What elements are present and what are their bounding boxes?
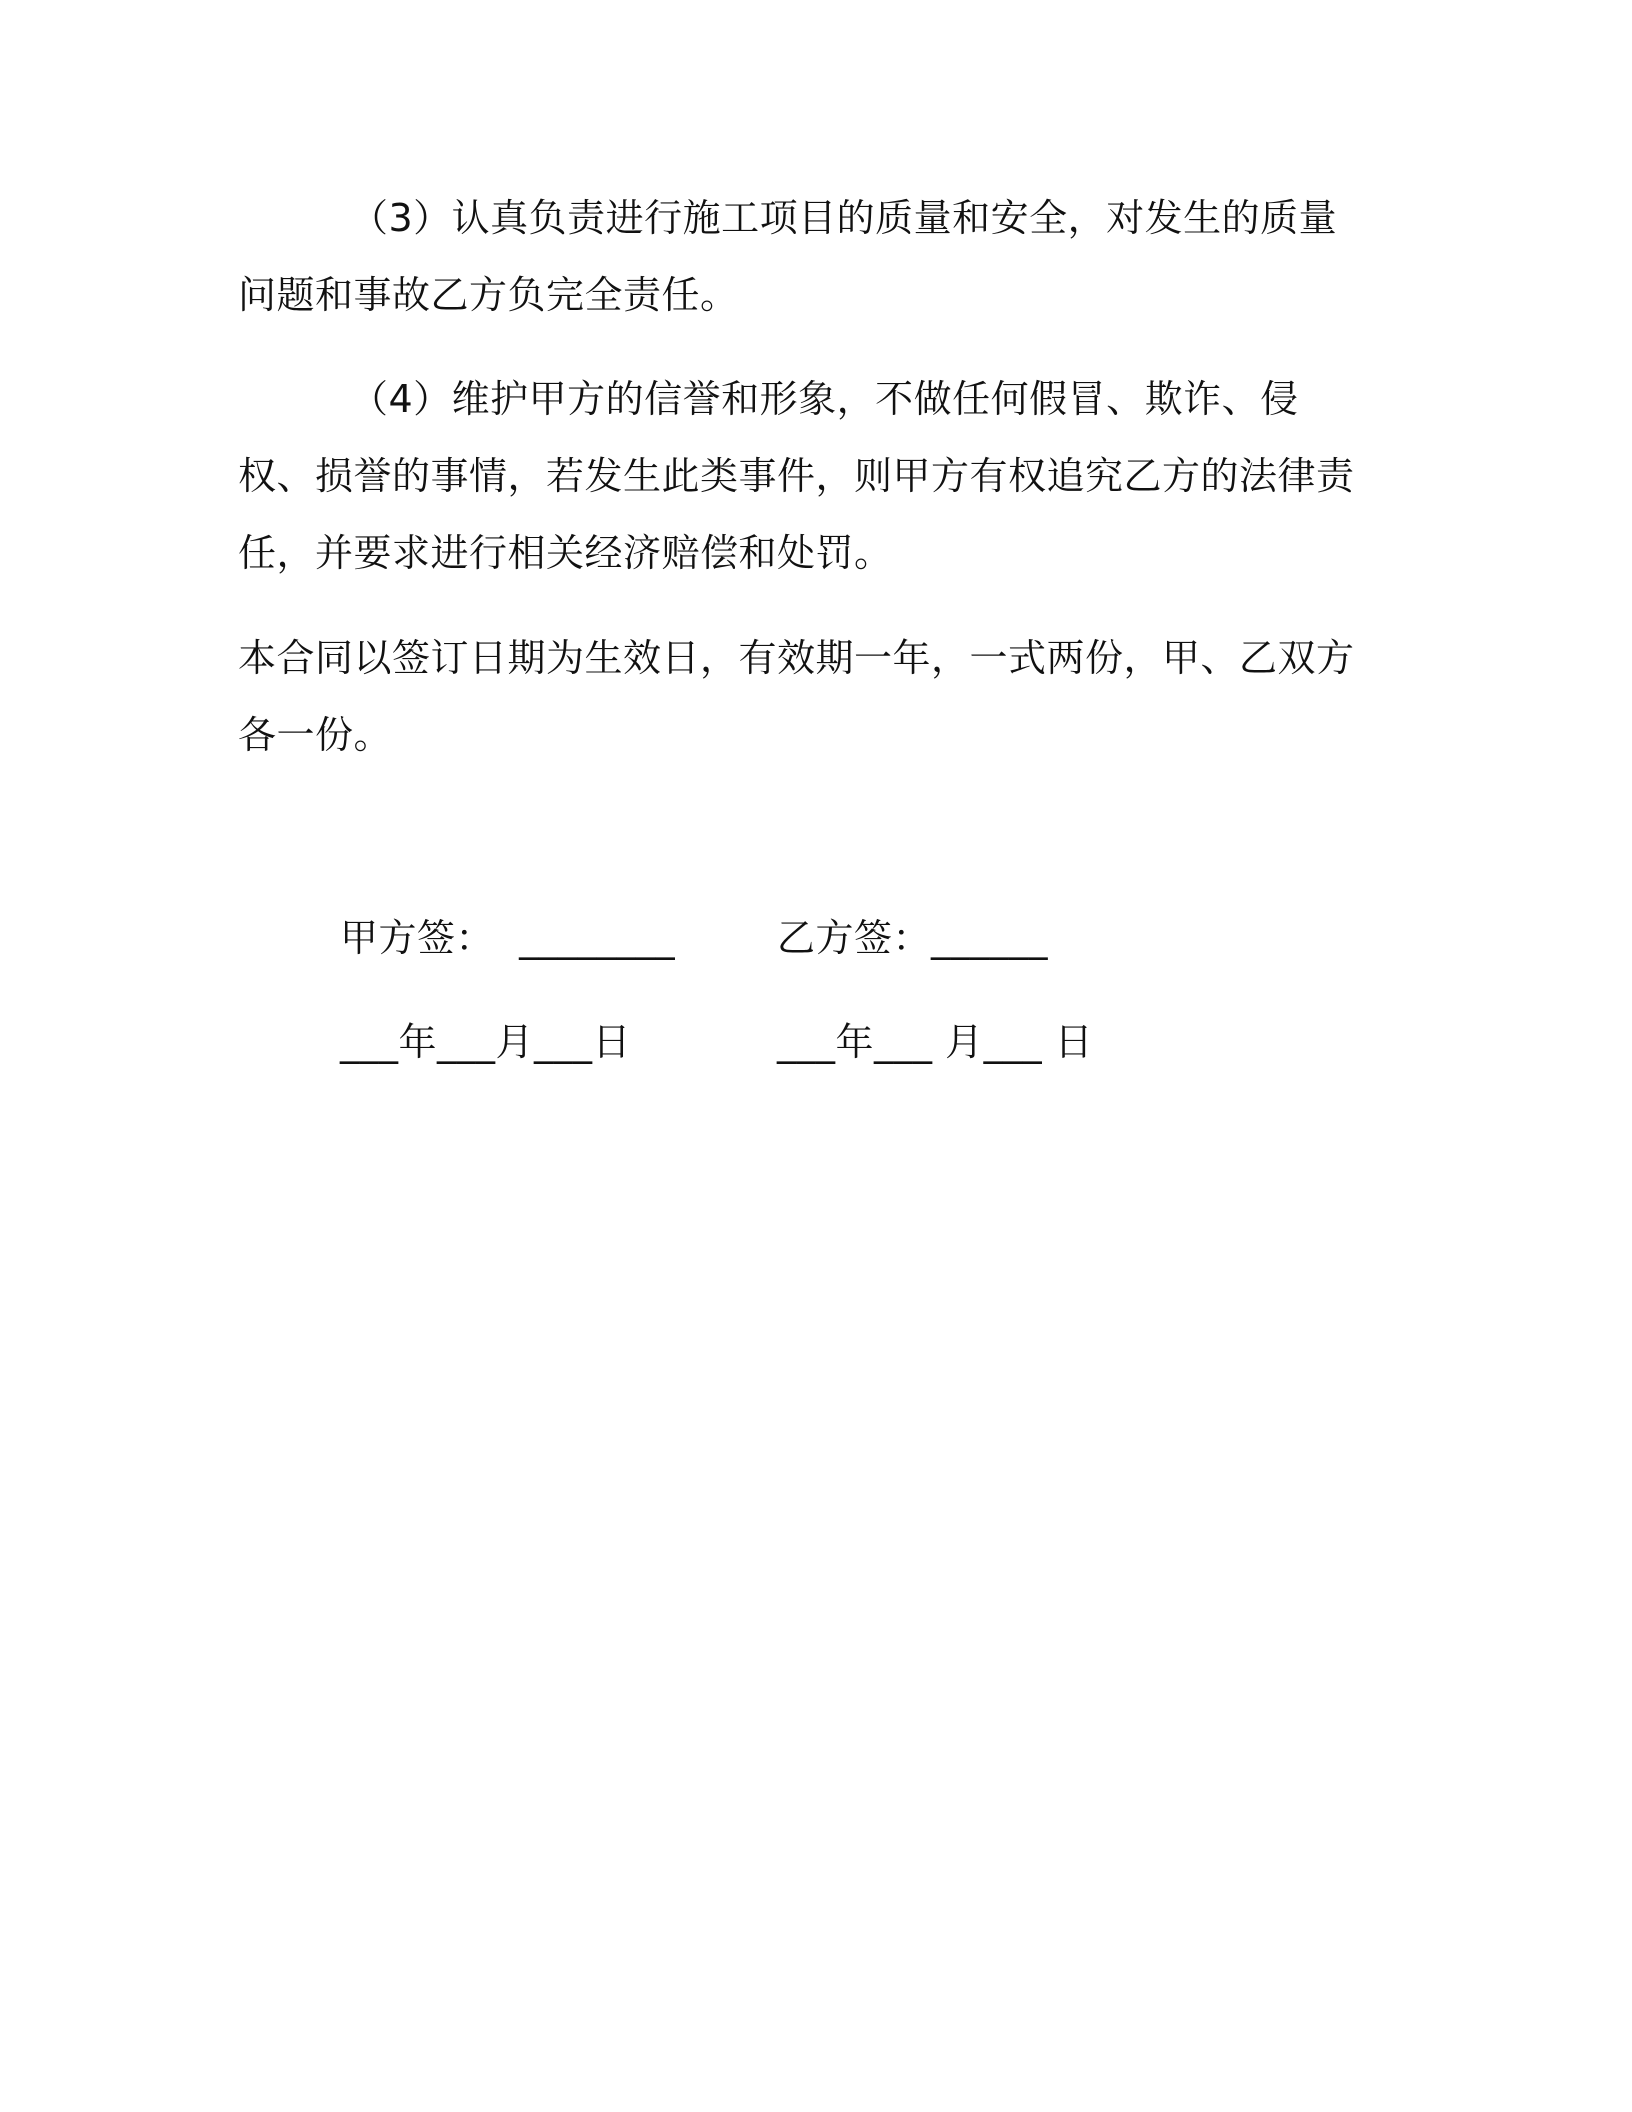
- party-a-signature-line: 甲方签： ________: [340, 916, 676, 960]
- validity-clause: 本合同以签订日期为生效日，有效期一年，一式两份，甲、乙双方各一份。: [238, 636, 1355, 757]
- clause-4: （4）维护甲方的信誉和形象，不做任何假冒、欺诈、侵权、损誉的事情，若发生此类事件，则甲方有权追究乙方的法律责任，并要求进行相关经济赔偿和处罚。: [238, 377, 1355, 575]
- clause-3: （3）认真负责进行施工项目的质量和安全，对发生的质量问题和事故乙方负完全责任。: [238, 196, 1338, 317]
- party-b-signature-line: 乙方签：______: [777, 916, 1049, 960]
- party-b-date-line: ___年___ 月___ 日: [777, 1020, 1094, 1064]
- party-a-date-line: ___年___月___日: [340, 1020, 632, 1064]
